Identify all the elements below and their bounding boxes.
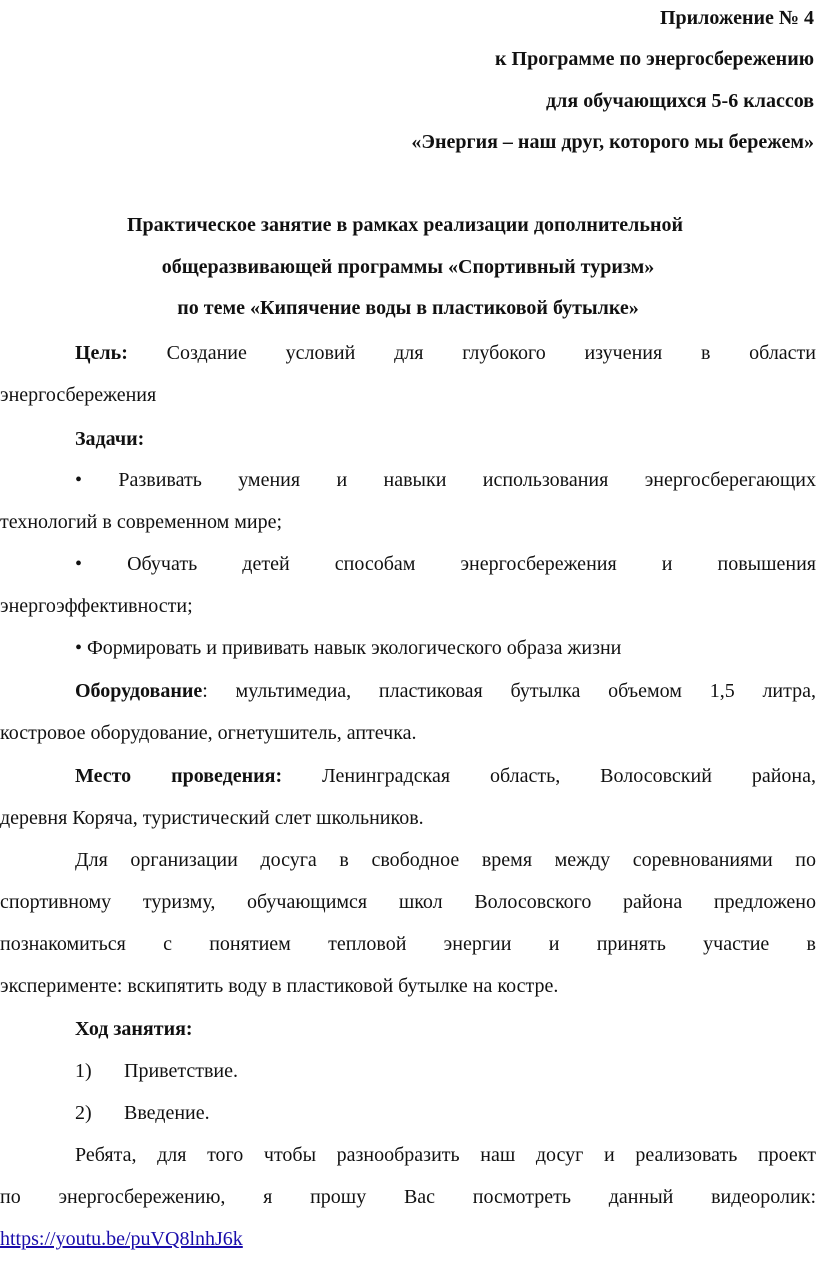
appendix-audience: для обучающихся 5-6 классов [546, 90, 814, 112]
place-text-b: деревня Коряча, туристический слет школьников. [0, 807, 424, 829]
step-2-text: Введение. [124, 1102, 210, 1124]
task-2-line-1: • Обучать детей способам энергосбережения и повышения [75, 553, 816, 575]
goal-text-a: Создание условий для глубокого изучения в области [166, 342, 816, 364]
task-1-line-1: • Развивать умения и навыки использования энергосберегающих [75, 469, 816, 491]
task-3: • Формировать и прививать навык экологического образа жизни [75, 637, 622, 659]
task-1-line-2: технологий в современном мире; [0, 511, 283, 533]
video-link[interactable]: https://youtu.be/puVQ8lnhJ6k [0, 1228, 243, 1250]
course-label: Ход занятия: [75, 1018, 193, 1040]
task-2-line-2: энергоэффективности; [0, 595, 193, 617]
step-1-text: Приветствие. [124, 1060, 238, 1082]
title-line-3: по теме «Кипячение воды в пластиковой бутылке» [177, 297, 639, 319]
intro-line-3: познакомиться с понятием тепловой энергии и принять участие в [0, 933, 816, 955]
place-label: Место проведения: [75, 765, 283, 787]
intro-line-2: спортивному туризму, обучающимся школ Волосовского района предложено [0, 891, 816, 913]
goal-label: Цель: [75, 342, 128, 364]
equipment-text-a: : мультимедиа, пластиковая бутылка объемом 1,5 литра, [202, 680, 816, 702]
equipment-label: Оборудование [75, 680, 203, 702]
appendix-program-name: «Энергия – наш друг, которого мы бережем» [411, 131, 814, 153]
appendix-program: к Программе по энергосбережению [495, 48, 814, 70]
equipment-line-1 [75, 679, 816, 703]
place-line-1 [75, 764, 816, 788]
tasks-label: Задачи: [75, 428, 145, 450]
place-text-a: Ленинградская область, Волосовский района, [282, 765, 816, 787]
intro-line-1: Для организации досуга в свободное время между соревнованиями по [75, 849, 816, 871]
equipment-text-b: костровое оборудование, огнетушитель, аптечка. [0, 722, 417, 744]
intro-line-4: эксперименте: вскипятить воду в пластиковой бутылке на костре. [0, 975, 559, 997]
step-1-number: 1) [75, 1060, 92, 1082]
step-2-number: 2) [75, 1102, 92, 1124]
appendix-number: Приложение № 4 [659, 7, 814, 29]
video-link-row [0, 1227, 816, 1251]
goal-line-1 [75, 341, 816, 365]
closing-line-2: по энергосбережению, я прошу Вас посмотреть данный видеоролик: [0, 1186, 816, 1208]
title-line-1: Практическое занятие в рамках реализации дополнительной [126, 214, 684, 236]
title-line-2: общеразвивающей программы «Спортивный туризм» [161, 256, 655, 278]
closing-line-1: Ребята, для того чтобы разнообразить наш досуг и реализовать проект [75, 1144, 816, 1166]
goal-text-b: энергосбережения [0, 384, 157, 406]
